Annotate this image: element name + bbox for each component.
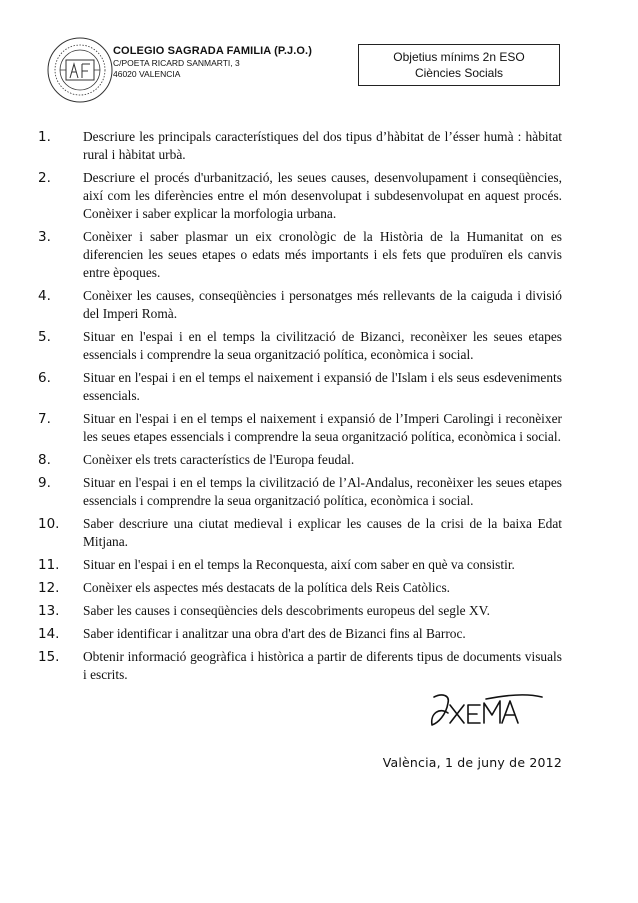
handwritten-signature <box>426 683 546 735</box>
item-text: Descriure el procés d'urbanització, les seues causes, desenvolupament i conseqüències, així com les diferències entre el món desenvolupat i subdesenvolupat en aquest procés. Conèixer i saber explicar la morfologia urbana. <box>83 170 562 221</box>
item-text: Saber les causes i conseqüències dels descobriments europeus del segle XV. <box>83 603 490 618</box>
list-item <box>38 228 562 282</box>
list-item <box>38 328 562 364</box>
item-text: Saber identificar i analitzar una obra d'art des de Bizanci fins al Barroc. <box>83 626 466 641</box>
objectives-title: Objetius mínims 2n ESO <box>393 50 525 64</box>
list-item <box>38 474 562 510</box>
item-text: Descriure les principals característiques del dos tipus d’hàbitat de l’ésser humà : hàbitat rural i hàbitat urbà. <box>83 129 562 162</box>
list-item <box>38 648 562 684</box>
item-number: 14. <box>38 626 60 642</box>
list-item <box>38 451 562 469</box>
item-number: 1. <box>38 129 51 145</box>
list-item <box>38 579 562 597</box>
objectives-list <box>38 128 562 689</box>
list-item <box>38 369 562 405</box>
item-number: 3. <box>38 229 51 245</box>
item-number: 6. <box>38 370 51 386</box>
school-postcode-city: 46020 VALENCIA <box>113 69 181 79</box>
school-header <box>113 45 312 80</box>
item-text: Conèixer les causes, conseqüències i personatges més rellevants de la caiguda i divisió del Imperi Romà. <box>83 288 562 321</box>
item-text: Situar en l'espai i en el temps la civilització de Bizanci, reconèixer les seues etapes essencials i comprendre la seua organització política, econòmica i social. <box>83 329 562 362</box>
school-name: COLEGIO SAGRADA FAMILIA (P.J.O.) <box>113 45 312 57</box>
document-date: València, 1 de juny de 2012 <box>382 755 562 770</box>
list-item <box>38 602 562 620</box>
item-number: 2. <box>38 170 51 186</box>
objectives-title-box <box>358 44 560 86</box>
list-item <box>38 169 562 223</box>
item-text: Situar en l'espai i en el temps el naixement i expansió de l'Islam i els seus esdeveniments essencials. <box>83 370 562 403</box>
school-seal-logo <box>46 36 114 104</box>
item-number: 12. <box>38 580 60 596</box>
list-item <box>38 128 562 164</box>
list-item <box>38 287 562 323</box>
item-text: Situar en l'espai i en el temps la Reconquesta, així com saber en què va consistir. <box>83 557 515 572</box>
item-number: 7. <box>38 411 51 427</box>
list-item <box>38 625 562 643</box>
school-address: C/POETA RICARD SANMARTI, 3 <box>113 58 240 68</box>
item-text: Conèixer i saber plasmar un eix cronològic de la Història de la Humanitat on es diferencien les seues etapes o edats més importants i els fets que produïren els canvis entre èpoques. <box>83 229 562 280</box>
item-text: Situar en l'espai i en el temps el naixement i expansió de l’Imperi Carolingi i reconèixer les seues etapes essencials i comprendre la seua organització política, econòmica i social. <box>83 411 562 444</box>
list-item <box>38 515 562 551</box>
item-number: 15. <box>38 649 60 665</box>
item-text: Conèixer els trets característics de l'Europa feudal. <box>83 452 355 467</box>
item-text: Saber descriure una ciutat medieval i explicar les causes de la crisi de la baixa Edat Mitjana. <box>83 516 562 549</box>
item-number: 5. <box>38 329 51 345</box>
list-item <box>38 556 562 574</box>
item-number: 11. <box>38 557 60 573</box>
item-number: 9. <box>38 475 51 491</box>
item-text: Conèixer els aspectes més destacats de la política dels Reis Catòlics. <box>83 580 451 595</box>
item-number: 8. <box>38 452 51 468</box>
item-number: 10. <box>38 516 60 532</box>
item-text: Situar en l'espai i en el temps la civilització de l’Al-Andalus, reconèixer les seues etapes essencials i comprendre la seua organització política, econòmica i social. <box>83 475 562 508</box>
list-item <box>38 410 562 446</box>
item-text: Obtenir informació geogràfica i històrica a partir de diferents tipus de documents visuals i escrits. <box>83 649 562 682</box>
item-number: 13. <box>38 603 60 619</box>
item-number: 4. <box>38 288 51 304</box>
objectives-subject: Ciències Socials <box>414 66 504 80</box>
